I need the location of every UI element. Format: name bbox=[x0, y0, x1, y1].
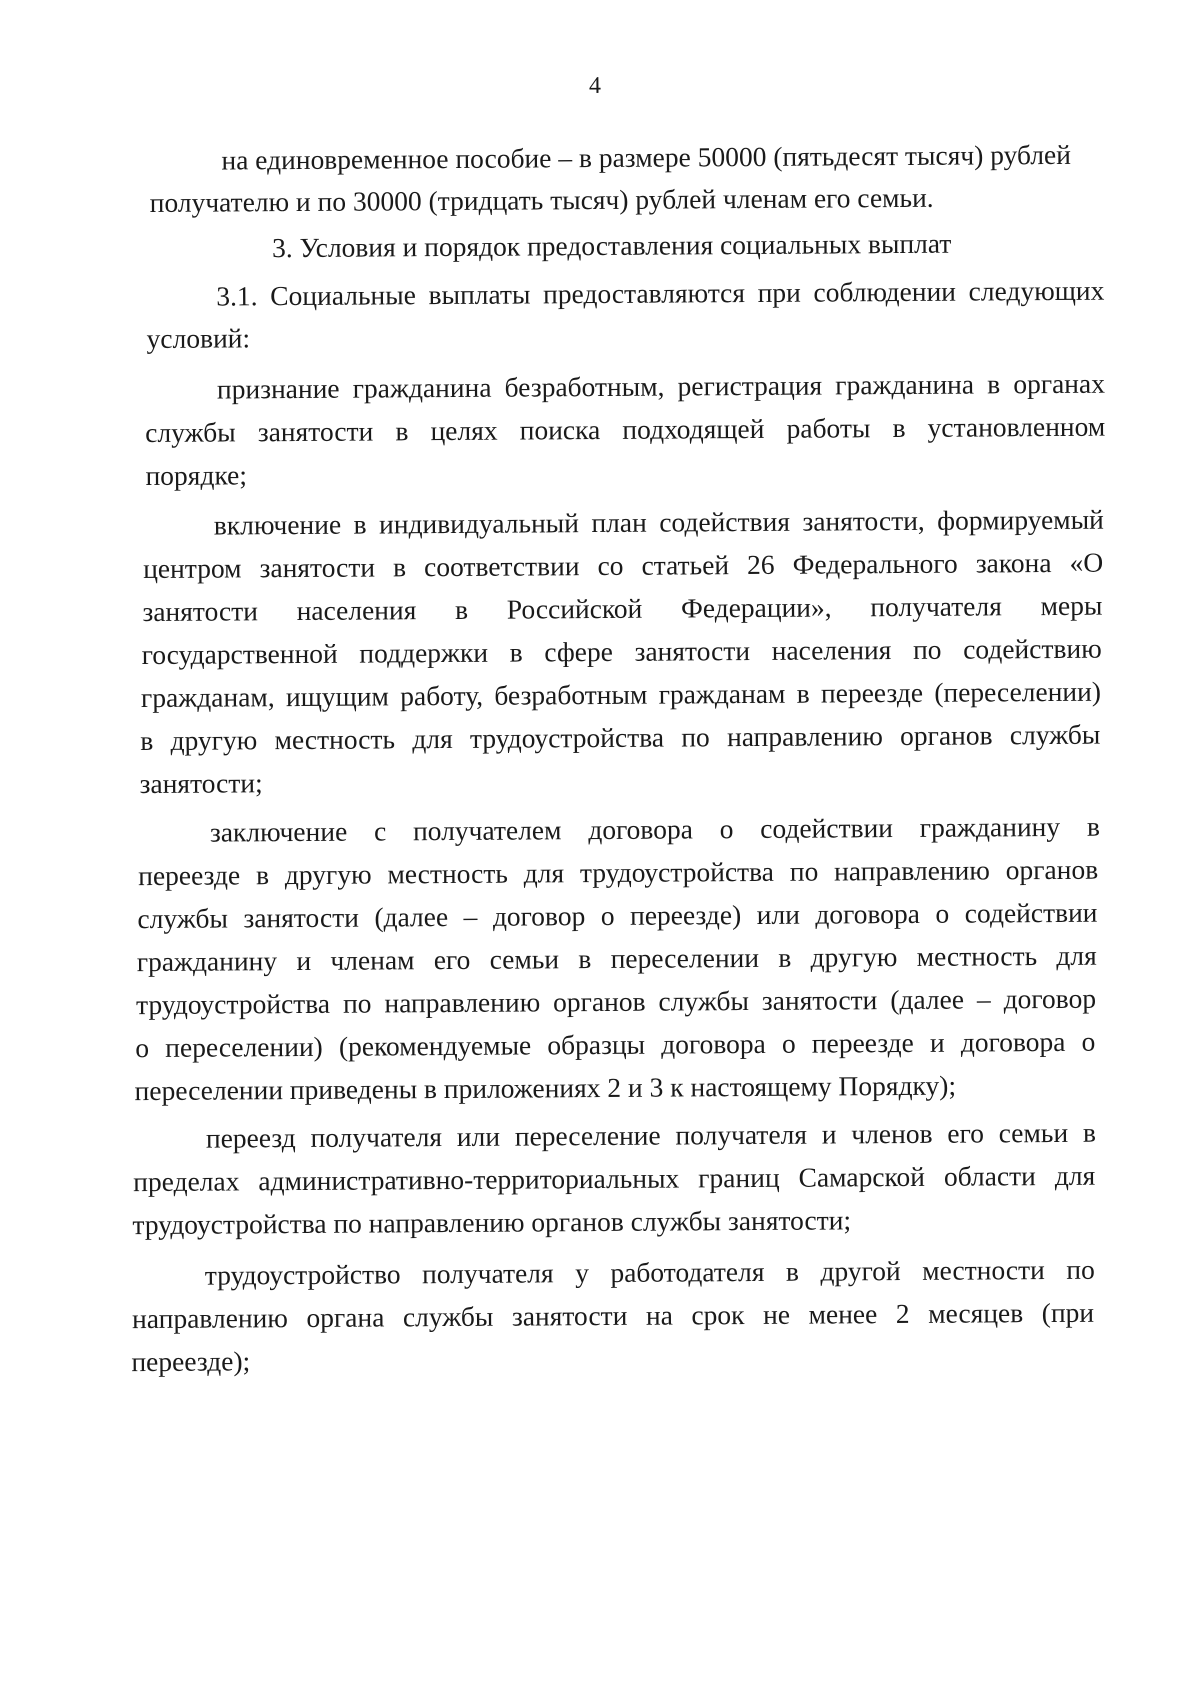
condition-2-line-1: включение в индивидуальный план содействия занятости, формируемый bbox=[213, 503, 1104, 541]
condition-1-line-3: порядке; bbox=[145, 459, 248, 492]
condition-2-line-2: центром занятости в соответствии со статьей 26 Федерального закона «О bbox=[143, 546, 1104, 585]
condition-3-line-7: переселении приведены в приложениях 2 и 3 к настоящему Порядку); bbox=[134, 1069, 957, 1107]
condition-4-line-1: переезд получателя или переселение получателя и членов его семьи в bbox=[205, 1116, 1097, 1154]
condition-2-line-3: занятости населения в Российской Федерации», получателя меры bbox=[142, 589, 1103, 628]
condition-3-line-5: трудоустройства по направлению органов службы занятости (далее – договор bbox=[135, 982, 1097, 1021]
condition-1-line-1: признание гражданина безработным, регистрация гражданина в органах bbox=[216, 367, 1106, 405]
condition-2-line-4: государственной поддержки в сфере занятости населения по содействию bbox=[141, 632, 1102, 671]
clause-3-1-line-1: 3.1. Социальные выплаты предоставляются при соблюдении следующих bbox=[216, 274, 1105, 312]
condition-1-line-2: службы занятости в целях поиска подходящей работы в установленном bbox=[145, 410, 1106, 449]
condition-3-line-1: заключение с получателем договора о содействии гражданину в bbox=[209, 810, 1100, 848]
condition-2-line-5: гражданам, ищущим работу, безработным гражданам в переезде (переселении) bbox=[140, 675, 1102, 714]
condition-4-line-2: пределах административно-территориальных границ Самарской области для bbox=[133, 1159, 1096, 1198]
condition-3-line-4: гражданину и членам его семьи в переселении в другую местность для bbox=[136, 939, 1097, 978]
condition-5-line-3: переезде); bbox=[131, 1345, 251, 1378]
clause-3-1-line-2: условий: bbox=[146, 322, 251, 354]
condition-4-line-3: трудоустройства по направлению органов службы занятости; bbox=[132, 1204, 852, 1241]
paragraph-intro-line-1: на единовременное пособие – в размере 50000 (пятьдесят тысяч) рублей bbox=[221, 138, 1072, 176]
condition-3-line-6: о переселении) (рекомендуемые образцы договора о переезде и договора о bbox=[135, 1025, 1096, 1064]
page-number: 4 bbox=[588, 72, 602, 100]
condition-3-line-2: переезде в другую местность для трудоустройства по направлению органов bbox=[138, 853, 1099, 892]
condition-5-line-2: направлению органа службы занятости на срок не менее 2 месяцев (при bbox=[132, 1296, 1095, 1335]
condition-2-line-6: в другую местность для трудоустройства по направлению органов службы bbox=[140, 718, 1101, 757]
section-heading: 3. Условия и порядок предоставления социальных выплат bbox=[271, 227, 952, 264]
condition-3-line-3: службы занятости (далее – договор о переезде) или договора о содействии bbox=[137, 896, 1098, 935]
condition-5-line-1: трудоустройство получателя у работодателя в другой местности по bbox=[204, 1253, 1095, 1291]
paragraph-intro-line-2: получателю и по 30000 (тридцать тысяч) рублей членам его семьи. bbox=[149, 181, 934, 218]
condition-2-line-7: занятости; bbox=[139, 767, 263, 800]
